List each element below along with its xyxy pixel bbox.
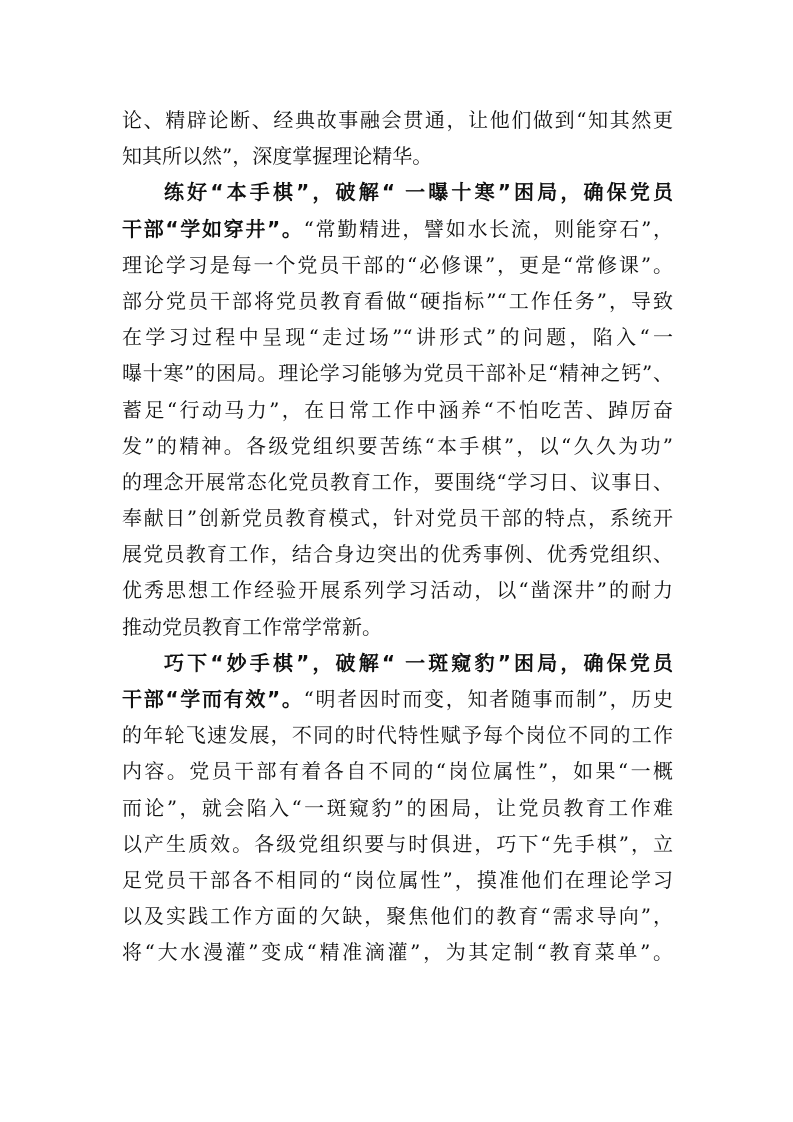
bold-heading-text: 干部“学如穿井”。: [122, 216, 304, 241]
text-line: [122, 174, 673, 210]
body-text: 曝十寒”的困局。理论学习能够为党员干部补足“精神之钙”、: [122, 361, 673, 386]
body-text: 的年轮飞速发展，不同的时代特性赋予每个岗位不同的工作: [122, 723, 673, 748]
bold-heading-text: 干部“学而有效”。: [122, 687, 304, 711]
paragraph: [122, 174, 673, 644]
body-text: 发”的精神。各级党组织要苦练“本手棋”，以“久久为功”: [122, 433, 673, 458]
text-line: [122, 753, 673, 789]
text-line: [122, 102, 673, 138]
body-text: 论、精辟论断、经典故事融会贯通，让他们做到“知其然更: [122, 108, 673, 132]
body-text: 而论”，就会陷入“一斑窥豹”的困局，让党员教育工作难: [122, 795, 673, 820]
text-line: [122, 572, 673, 608]
body-text: 以产生质效。各级党组织要与时俱进，巧下“先手棋”，立: [122, 831, 673, 856]
body-text: 知其所以然”，深度掌握理论精华。: [122, 144, 433, 169]
text-line: [122, 319, 673, 355]
body-text: 推动党员教育工作常学常新。: [122, 614, 382, 639]
body-text: 展党员教育工作，结合身边突出的优秀事例、优秀党组织、: [122, 542, 673, 567]
text-line: [122, 898, 673, 934]
text-line: [122, 283, 673, 319]
body-text: 的理念开展常态化党员教育工作，要围绕“学习日、议事日、: [122, 469, 673, 494]
text-line: [122, 934, 673, 970]
paragraph: [122, 102, 673, 174]
body-text: “明者因时而变，知者随事而制”，历史: [303, 687, 673, 711]
bold-heading-text: 巧下“妙手棋”，破解“ 一斑窥豹”困局，确保党员: [164, 650, 673, 675]
text-line: [122, 681, 673, 717]
paragraph: [122, 645, 673, 971]
text-line: [122, 790, 673, 826]
text-line: [122, 392, 673, 428]
text-line: [122, 826, 673, 862]
text-line: [122, 428, 673, 464]
text-line: [122, 500, 673, 536]
body-text: 将“大水漫灌”变成“精准滴灌”，为其定制“教育菜单”。: [122, 940, 673, 965]
text-line: [122, 609, 673, 645]
document-page: [122, 102, 673, 971]
body-text: 奉献日”创新党员教育模式，针对党员干部的特点，系统开: [122, 506, 673, 531]
text-line: [122, 536, 673, 572]
body-text: 足党员干部各不相同的“岗位属性”，摸准他们在理论学习: [122, 867, 673, 892]
text-line: [122, 211, 673, 247]
text-line: [122, 862, 673, 898]
text-line: [122, 717, 673, 753]
body-text: 部分党员干部将党员教育看做“硬指标”“工作任务”，导致: [122, 288, 673, 313]
body-text: “常勤精进，譬如水长流，则能穿石”，: [303, 216, 673, 241]
body-text: 理论学习是每一个党员干部的“必修课”，更是“常修课”。: [122, 252, 673, 277]
bold-heading-text: 练好“本手棋”，破解“ 一曝十寒”困局，确保党员: [164, 180, 673, 205]
text-line: [122, 464, 673, 500]
body-text: 在学习过程中呈现“走过场”“讲形式”的问题，陷入“一: [122, 325, 673, 350]
text-line: [122, 247, 673, 283]
body-text: 蓄足“行动马力”，在日常工作中涵养“不怕吃苦、踔厉奋: [122, 397, 673, 422]
body-text: 优秀思想工作经验开展系列学习活动，以“凿深井”的耐力: [122, 578, 673, 603]
body-text: 以及实践工作方面的欠缺，聚焦他们的教育“需求导向”，: [122, 904, 673, 929]
body-text: 内容。党员干部有着各自不同的“岗位属性”，如果“一概: [122, 759, 673, 784]
text-line: [122, 355, 673, 391]
text-line: [122, 645, 673, 681]
text-line: [122, 138, 673, 174]
